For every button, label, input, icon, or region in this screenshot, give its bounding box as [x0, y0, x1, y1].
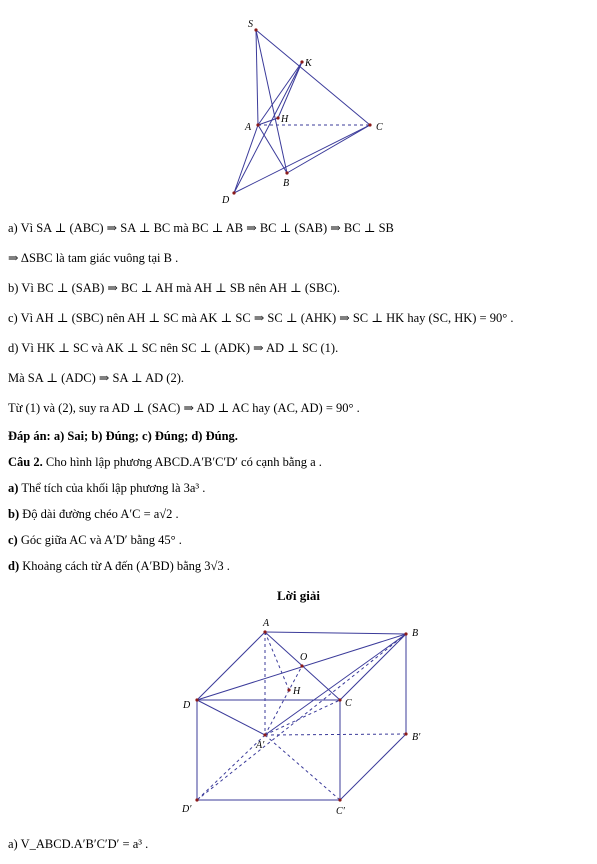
edge-AB	[258, 125, 287, 173]
edge-ApDp-dashed	[197, 735, 265, 800]
edge-AB	[265, 632, 406, 634]
solution-b: b) Vì BC ⊥ (SAB) ⇒ BC ⊥ AH mà AH ⊥ SB nên AH ⊥ (SBC).	[8, 281, 340, 295]
label-K: K	[305, 58, 312, 69]
solution-c: c) Vì AH ⊥ (SBC) nên AH ⊥ SC mà AK ⊥ SC ⇒ SC ⊥ (AHK) ⇒ SC ⊥ HK hay (SC, HK) = 90° .	[8, 311, 514, 325]
label-A-prime: A′	[256, 740, 265, 751]
statement-a	[8, 480, 205, 496]
solution-d: d) Vì HK ⊥ SC và AK ⊥ SC nên SC ⊥ (ADK) ⇒ AD ⊥ SC (1).	[8, 341, 339, 355]
label-D: D	[222, 195, 230, 206]
question-2-label: Câu 2.	[8, 455, 43, 469]
statement-b	[8, 506, 179, 522]
edge-ApBp-dashed	[265, 734, 406, 735]
label-B: B	[283, 178, 290, 189]
final-solution-line: a) V_ABCD.A′B′C′D′ = a³ .	[8, 837, 149, 851]
statement-d	[8, 558, 230, 574]
question-2-text: Cho hình lập phương ABCD.A′B′C′D′ có cạnh bằng a .	[42, 455, 322, 469]
edge-HK	[278, 62, 302, 118]
label-B: B	[412, 628, 419, 639]
statement-d-text: Khoảng cách từ A đến (A′BD) bằng 3√3 .	[19, 559, 230, 573]
statement-d-label: d)	[8, 559, 20, 573]
statement-a-label: a)	[8, 481, 19, 495]
label-A: A	[245, 122, 252, 133]
solution-a: a) Vì SA ⊥ (ABC) ⇒ SA ⊥ BC mà BC ⊥ AB ⇒ BC ⊥ (SAB) ⇒ BC ⊥ SB	[8, 221, 394, 235]
pyramid-diagram	[0, 10, 597, 210]
label-C: C	[345, 698, 352, 709]
figure-cube	[0, 612, 597, 817]
edge-CpBp	[340, 734, 406, 800]
statement-c-text: Góc giữa AC và A′D′ bằng 45° .	[17, 533, 182, 547]
statement-b-text: Độ dài đường chéo A′C = a√2 .	[19, 507, 179, 521]
edge-ApB	[265, 634, 406, 735]
edge-ApC-dashed	[265, 700, 340, 735]
label-D-prime: D′	[182, 804, 192, 815]
solution-d-step2: Mà SA ⊥ (ADC) ⇒ SA ⊥ AD (2).	[8, 371, 185, 385]
answer-line: Đáp án: a) Sai; b) Đúng; c) Đúng; d) Đúng.	[8, 429, 238, 443]
cube-diagram	[0, 612, 597, 817]
label-C: C	[376, 122, 383, 133]
solution-title: Lời giải	[277, 588, 320, 603]
edge-ApCp-dashed	[265, 735, 340, 800]
statement-b-label: b)	[8, 507, 20, 521]
label-B-prime: B′	[412, 732, 421, 743]
statement-c	[8, 532, 182, 548]
label-A: A	[263, 618, 270, 629]
label-D: D	[183, 700, 191, 711]
solution-d-conclusion: Từ (1) và (2), suy ra AD ⊥ (SAC) ⇒ AD ⊥ AC hay (AC, AD) = 90° .	[8, 401, 360, 415]
edge-AH-dashed	[265, 632, 289, 690]
solution-a-conclusion: ⇒ ΔSBC là tam giác vuông tại B .	[8, 251, 179, 265]
edge-BC	[287, 125, 370, 173]
label-H: H	[293, 686, 301, 697]
label-S: S	[248, 19, 253, 30]
figure-pyramid	[0, 10, 597, 210]
label-C-prime: C′	[336, 806, 345, 817]
question-2-stem	[8, 454, 322, 470]
edge-SA	[256, 30, 258, 125]
edge-DAp	[197, 700, 265, 735]
statement-c-label: c)	[8, 533, 18, 547]
label-H: H	[281, 114, 289, 125]
statement-a-text: Thể tích của khối lập phương là 3a³ .	[18, 481, 206, 495]
label-O: O	[300, 652, 308, 663]
edge-AD	[197, 632, 265, 700]
